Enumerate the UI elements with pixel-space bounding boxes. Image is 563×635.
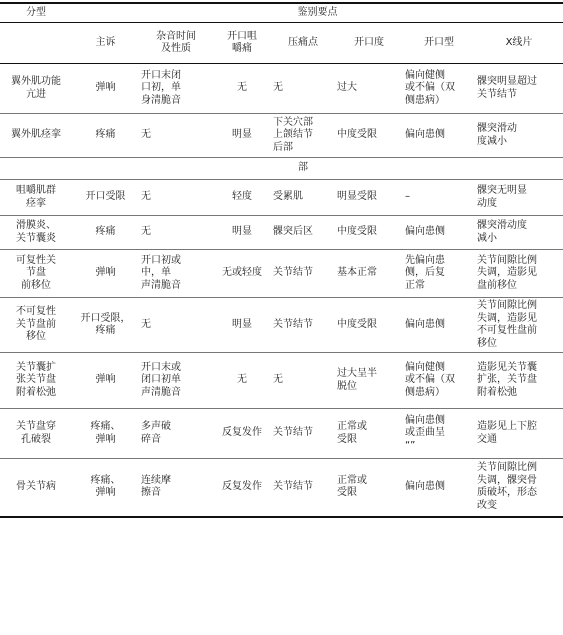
cell-pattern: 偏向患侧 或歪曲呈 “” xyxy=(403,409,475,459)
cell-xray: 关节间隙比例 失调，造影见 盘前移位 xyxy=(475,250,563,298)
group-header-type: 分型 xyxy=(0,3,72,23)
table-row xyxy=(0,158,563,180)
group-header-row xyxy=(0,3,563,23)
cell-xray: 造影见关节囊 扩张，关节盘 附着松弛 xyxy=(475,353,563,409)
cell-xray: 髁突明显超过 关节结节 xyxy=(475,64,563,114)
table-row xyxy=(0,298,563,353)
cell-complaint: 疼痛 xyxy=(72,114,139,158)
column-header-noise: 杂音时间 及性质 xyxy=(139,23,213,64)
cell-noise xyxy=(139,158,213,180)
cell-type: 翼外肌功能 亢进 xyxy=(0,64,72,114)
cell-opening: 明显受限 xyxy=(335,180,403,216)
table-row xyxy=(0,64,563,114)
cell-complaint: 开口受限， 疼痛 xyxy=(72,298,139,353)
table-row xyxy=(0,250,563,298)
cell-pattern: – xyxy=(403,180,475,216)
cell-type: 滑膜炎、 关节囊炎 xyxy=(0,216,72,250)
column-header-type-blank xyxy=(0,23,72,64)
cell-tender: 下关穴部 上颌结节 后部 xyxy=(271,114,335,158)
table-row xyxy=(0,216,563,250)
cell-pain: 无 xyxy=(213,64,271,114)
cell-opening: 中度受限 xyxy=(335,114,403,158)
cell-opening: 中度受限 xyxy=(335,298,403,353)
cell-noise: 无 xyxy=(139,298,213,353)
cell-pattern: 偏向患侧 xyxy=(403,459,475,517)
cell-pain: 无或轻度 xyxy=(213,250,271,298)
table-body xyxy=(0,64,563,517)
table-row xyxy=(0,180,563,216)
cell-pain: 反复发作 xyxy=(213,409,271,459)
cell-tender: 无 xyxy=(271,64,335,114)
cell-tender: 关节结节 xyxy=(271,459,335,517)
cell-complaint: 开口受限 xyxy=(72,180,139,216)
group-header-points: 鉴别要点 xyxy=(72,3,563,23)
cell-complaint: 疼痛、 弹响 xyxy=(72,459,139,517)
column-header-complaint: 主诉 xyxy=(72,23,139,64)
cell-opening: 过大 xyxy=(335,64,403,114)
cell-type: 可复性关 节盘 前移位 xyxy=(0,250,72,298)
column-header-tender: 压痛点 xyxy=(271,23,335,64)
table-row xyxy=(0,353,563,409)
cell-tender: 髁突后区 xyxy=(271,216,335,250)
column-header-pattern: 开口型 xyxy=(403,23,475,64)
cell-pain: 轻度 xyxy=(213,180,271,216)
cell-tender: 关节结节 xyxy=(271,298,335,353)
cell-noise: 连续摩 擦音 xyxy=(139,459,213,517)
cell-noise: 开口末闭 口初，单 身清脆音 xyxy=(139,64,213,114)
cell-pain: 反复发作 xyxy=(213,459,271,517)
cell-xray: 髁突无明显 动度 xyxy=(475,180,563,216)
cell-opening: 正常或 受限 xyxy=(335,459,403,517)
cell-complaint: 弹响 xyxy=(72,250,139,298)
cell-pattern: 偏向健侧 或不偏（双 侧患病） xyxy=(403,353,475,409)
cell-complaint: 弹响 xyxy=(72,353,139,409)
cell-complaint xyxy=(72,158,139,180)
cell-noise: 无 xyxy=(139,114,213,158)
column-header-row xyxy=(0,23,563,64)
cell-pain: 明显 xyxy=(213,114,271,158)
cell-opening xyxy=(335,158,403,180)
cell-xray: 关节间隙比例 失调，髁突骨 质破坏，形态 改变 xyxy=(475,459,563,517)
cell-pattern: 偏向患侧 xyxy=(403,114,475,158)
cell-xray: 造影见上下腔 交通 xyxy=(475,409,563,459)
cell-type xyxy=(0,158,72,180)
cell-tender: 无 xyxy=(271,353,335,409)
cell-complaint: 弹响 xyxy=(72,64,139,114)
cell-type: 骨关节病 xyxy=(0,459,72,517)
cell-pattern: 偏向健侧 或不偏（双 侧患病） xyxy=(403,64,475,114)
cell-pain xyxy=(213,158,271,180)
column-header-xray: X线片 xyxy=(475,23,563,64)
cell-type: 咀嚼肌群 痉挛 xyxy=(0,180,72,216)
column-header-opening: 开口度 xyxy=(335,23,403,64)
cell-xray: 髁突滑动 度减小 xyxy=(475,114,563,158)
cell-type: 关节囊扩 张关节盘 附着松弛 xyxy=(0,353,72,409)
cell-pain: 明显 xyxy=(213,298,271,353)
cell-noise: 开口初或 中，单 声清脆音 xyxy=(139,250,213,298)
cell-tender: 部 xyxy=(271,158,335,180)
cell-xray xyxy=(475,158,563,180)
cell-noise: 无 xyxy=(139,180,213,216)
cell-pattern: 偏向患侧 xyxy=(403,298,475,353)
cell-opening: 中度受限 xyxy=(335,216,403,250)
cell-noise: 开口末或 闭口初单 声清脆音 xyxy=(139,353,213,409)
table-row xyxy=(0,409,563,459)
cell-xray: 关节间隙比例 失调，造影见 不可复性盘前 移位 xyxy=(475,298,563,353)
cell-pattern: 偏向患侧 xyxy=(403,216,475,250)
cell-type: 翼外肌痉挛 xyxy=(0,114,72,158)
cell-tender: 受累肌 xyxy=(271,180,335,216)
cell-pattern xyxy=(403,158,475,180)
column-header-pain: 开口咀 嚼痛 xyxy=(213,23,271,64)
cell-opening: 过大呈半 脱位 xyxy=(335,353,403,409)
cell-complaint: 疼痛、 弹响 xyxy=(72,409,139,459)
cell-complaint: 疼痛 xyxy=(72,216,139,250)
table-row xyxy=(0,114,563,158)
table-row xyxy=(0,459,563,517)
cell-type: 不可复性 关节盘前 移位 xyxy=(0,298,72,353)
cell-tender: 关节结节 xyxy=(271,250,335,298)
cell-xray: 髁突滑动度 减小 xyxy=(475,216,563,250)
cell-pattern: 先偏向患 侧，后复 正常 xyxy=(403,250,475,298)
cell-opening: 基本正常 xyxy=(335,250,403,298)
differential-table xyxy=(0,2,563,518)
cell-tender: 关节结节 xyxy=(271,409,335,459)
cell-pain: 明显 xyxy=(213,216,271,250)
cell-opening: 正常或 受限 xyxy=(335,409,403,459)
cell-noise: 无 xyxy=(139,216,213,250)
cell-type: 关节盘穿 孔破裂 xyxy=(0,409,72,459)
cell-pain: 无 xyxy=(213,353,271,409)
cell-noise: 多声破 碎音 xyxy=(139,409,213,459)
